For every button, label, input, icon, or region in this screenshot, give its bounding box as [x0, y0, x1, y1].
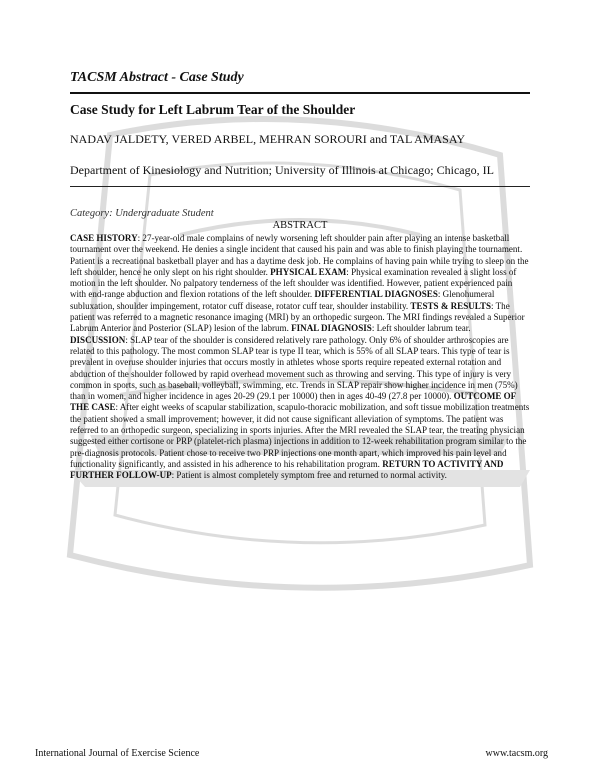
- abstract-body: [70, 233, 530, 482]
- case-history-text: : 27-year-old male complains of newly worsening left shoulder pain after playing an intense basketball tournament over the weekend. He denies a single incident that caused his pain and was able to finish playing the tournament. Patient is a recreational basketball player and has a daytime desk job. He complains of having pain while trying to sleep on the left shoulder, hence he only slept on his right shoulder.: [70, 233, 529, 277]
- header-rule: [70, 92, 530, 94]
- discussion-text: : SLAP tear of the shoulder is considered relatively rare pathology. Only 6% of shoulder arthroscopies are related to this pathology. The most common SLAP tear is type II tear, which is 55% of all SLAP tears. This type of tear is prevalent in overuse shoulder injuries that occurs mostly in athletes whose sports require repeated external rotation and abduction of the shoulder followed by rapid overhead movement such as throwing and serving. This type of injury is very common in sports, such as baseball, volleyball, swimming, etc. Trends in SLAP repair show higher incidence in men (75%) than in women, and higher incidence in ages 20-29 (29.1 per 10000) then in ages 40-49 (27.8 per 10000).: [70, 334, 518, 402]
- category-label: Category: Undergraduate Student: [70, 208, 214, 219]
- tests-label: TESTS & RESULTS: [410, 300, 492, 311]
- affiliation: Department of Kinesiology and Nutrition; University of Illinois at Chicago; Chicago, IL: [70, 163, 494, 177]
- authors: NADAV JALDETY, VERED ARBEL, MEHRAN SOROURI and TAL AMASAY: [70, 132, 466, 146]
- footer-journal: International Journal of Exercise Science: [35, 748, 200, 759]
- case-history-label: CASE HISTORY: [70, 233, 138, 243]
- abstract-heading: ABSTRACT: [272, 220, 328, 231]
- discussion-label: DISCUSSION: [70, 334, 126, 345]
- differential-text: : Glenohumeral subluxation, shoulder impingement, rotator cuff disease, rotator cuff tear, shoulder instability.: [70, 289, 495, 311]
- footer-website: www.tacsm.org: [485, 748, 548, 759]
- return-text: : Patient is almost completely symptom free and returned to normal activity.: [171, 470, 447, 481]
- affiliation-rule: [70, 186, 530, 187]
- final-diagnosis-text: : Left shoulder labrum tear.: [371, 323, 471, 334]
- outcome-text: : After eight weeks of scapular stabilization, scapulo-thoracic mobilization, and soft tissue mobilization treatments the patient showed a small improvement; however, it did not cause significant alleviation of symptoms. The patient was referred to an orthopedic surgeon, specializing in sports injuries. After the MRI revealed the SLAP tear, the treating physician suggested either cortisone or PRP (platelet-rich plasma) injections in addition to 12-week rehabilitation program similar to the pre-diagnosis protocols. Patient chose to receive two PRP injections one month apart, which improved his pain level and functionality significantly, and assisted in his adherence to his rehabilitation program.: [70, 402, 530, 469]
- physical-exam-text: : Physical examination revealed a slight loss of motion in the left shoulder. No palpatory tenderness of the left shoulder was identified. However, patient experienced pain with end-range abduction and flexion rotations of the left shoulder.: [70, 266, 517, 300]
- physical-exam-label: PHYSICAL EXAM: [270, 266, 347, 277]
- return-label: RETURN TO ACTIVITY AND FURTHER FOLLOW-UP: [70, 458, 504, 481]
- header-title: TACSM Abstract - Case Study: [70, 70, 244, 85]
- differential-label: DIFFERENTIAL DIAGNOSES: [314, 289, 438, 300]
- tests-text: : The patient was referred to a magnetic resonance imaging (MRI) by an orthopedic surgeon. The MRI findings revealed a Superior Labrum Anterior and Posterior (SLAP) lesion of the labrum.: [70, 300, 525, 334]
- paper-title: Case Study for Left Labrum Tear of the Shoulder: [70, 102, 356, 117]
- outcome-label: OUTCOME OF THE CASE: [70, 391, 516, 413]
- final-diagnosis-label: FINAL DIAGNOSIS: [291, 323, 372, 334]
